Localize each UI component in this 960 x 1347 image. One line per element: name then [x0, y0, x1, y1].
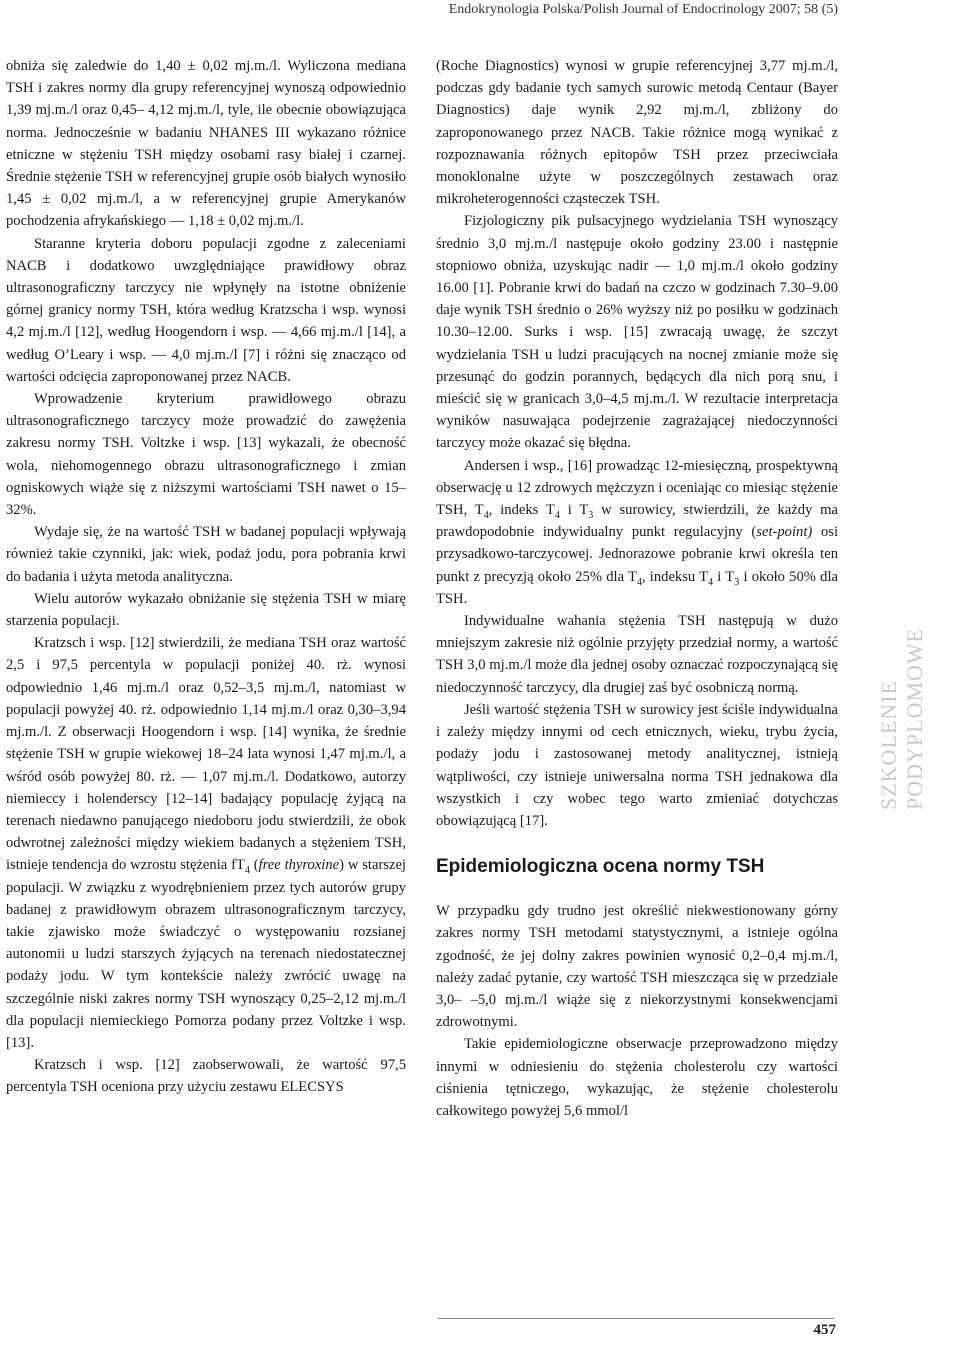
side-banner-line2: PODYPLOMOWE — [902, 627, 927, 810]
right-column — [436, 55, 838, 1122]
side-banner-line1: SZKOLENIE — [876, 680, 901, 810]
subscript: 4 — [244, 865, 250, 877]
text-run: i T — [559, 502, 589, 519]
paragraph: Fizjologiczny pik pulsacyjnego wydzielania TSH wynoszący średnio 3,0 mj.m./l następuje około godziny 23.00 i następnie stopniowo obniża, uzyskując nadir — 1,0 mj.m./l około godziny 16.00 [1]. Pobranie krwi do badań na czczo w godzinach 7.30–9.00 daje wynik TSH średnio o 26% wyższy niż po posiłku w godzinach 10.30–12.00. Surks i wsp. [15] zwracają uwagę, że szczyt wydzielania TSH u ludzi pracujących na nocnej zmianie może się przesunąć do godzin porannych, będących dla nich porą snu, i mieścić się w granicach 3,0–4,5 mj.m./l. W rezultacie interpretacja wyników nasuwająca podejrzenie zagrażającej niedoczynności tarczycy może okazać się błędna. — [436, 213, 838, 452]
left-column — [6, 55, 406, 1099]
text-run: osi przysadkowo-tarczycowej. Jednorazowe pobranie krwi określa ten punkt z precyzją około 25% dla T — [436, 524, 839, 585]
paragraph: Wydaje się, że na wartość TSH w badanej populacji wpływają również takie czynniki, jak: wiek, podaż jodu, pora pobrania krwi do badania i użyta metoda analityczna. — [6, 524, 406, 585]
paragraph: Jeśli wartość stężenia TSH w surowicy jest ściśle indywidualna i zależy między innymi od cech etnicznych, wieku, trybu życia, podaży jodu i zastosowanej metody analitycznej, istnieją wątpliwości, czy istnieje uniwersalna norma TSH jednakowa dla wszystkich i czy wobec tego warto zmieniać dotychczas obowiązującą [17]. — [436, 701, 838, 829]
text-run: , indeks T — [488, 502, 555, 519]
paragraph: Staranne kryteria doboru populacji zgodne z zaleceniami NACB i dodatkowo uwzględniające prawidłowy obraz ultrasonograficzny tarczycy nie wpłynęły na istotne obniżenie górnej granicy normy TSH, która według Kratzscha i wsp. wynosi 4,2 mj.m./l [12], według Hoogendorn i wsp. — 4,66 mj.m./l [14], a według O’Leary i wsp. — 4,0 mj.m./l [7] i różni się znacząco od wartości odcięcia zaproponowanej przez NACB. — [6, 235, 406, 385]
paragraph — [6, 632, 406, 1054]
subscript: 3 — [588, 509, 594, 521]
side-banner — [872, 560, 932, 820]
page-number: 457 — [813, 1322, 836, 1338]
text-run: Andersen i wsp., [16] prowadząc 12-miesięczną, prospektywną obserwację u 12 zdrowych mężczyzn i oceniając co miesiąc stężenie TSH, T — [436, 457, 838, 519]
subscript: 4 — [554, 509, 560, 521]
text-run: , indeksu T — [641, 568, 709, 585]
footer-divider — [438, 1318, 834, 1319]
text-run: ( — [249, 857, 259, 874]
italic-term: set-point) — [756, 524, 813, 541]
text-run: ) w starszej populacji. W związku z wyodrębnieniem przez tych autorów grupy badanej z prawidłowym obrazem ultrasonograficznym tarczycy, takie zjawisko może świadczyć o występowaniu rozsianej autonomii u ludzi starszych żyjących na terenach niedostatecznej podaży jodu. W tym kontekście należy zwrócić uwagę na szczególnie niski zakres normy TSH wynoszący 0,25–2,12 mj.m./l dla populacji niemieckiego Pomorza podany przez Voltzke i wsp. [13]. — [6, 857, 406, 1051]
paragraph: Takie epidemiologiczne obserwacje przeprowadzono między innymi w odniesieniu do stężenia cholesterolu czy wartości ciśnienia tętniczego, wykazując, że stężenie cholesterolu całkowitego powyżej 5,6 mmol/l — [436, 1036, 838, 1119]
paragraph: Wprowadzenie kryterium prawidłowego obrazu ultrasonograficznego tarczycy może prowadzić do zawężenia zakresu normy TSH. Voltzke i wsp. [13] wykazali, że obecność wola, niehomogennego obrazu ultrasonograficznego i zmian ogniskowych wiąże się z niższymi wartościami TSH nawet o 15–32%. — [6, 391, 406, 519]
text-run: Kratzsch i wsp. [12] stwierdzili, że mediana TSH oraz wartość 2,5 i 97,5 percentyla w populacji poniżej 40. rż. wynosi odpowiednio 1,46 mj.m./l oraz 0,52–3,5 mj.m./l, natomiast w populacji powyżej 40. rż. odpowiednio 1,14 mj.m./l oraz 0,30–3,94 mj.m./l. Z obserwacji Hoogendorn i wsp. [14] wynika, że średnie stężenie TSH w grupie wiekowej 18–24 lata wynosi 1,47 mj.m./l, a wśród osób powyżej 80. rż. — 1,07 mj.m./l. Dodatkowo, autorzy niemieccy i holenderscy [12–14] badający populację żyjącą na terenach niedawno panującego niedoboru jodu stwierdzili, że obok odwrotnej zależności między wiekiem badanych a stężeniem TSH, istnieje tendencja do wzrostu stężenia fT — [6, 635, 406, 874]
paragraph: W przypadku gdy trudno jest określić niekwestionowany górny zakres normy TSH metodami statystycznymi, a istnieje ogólna zgodność, że jej dolny zakres powinien wynosić 0,2–0,4 mj.m./l, należy zadać pytanie, czy wartość TSH mieszcząca się w przedziale 3,0– –5,0 mj.m./l wiąże się z niekorzystnymi konsekwencjami zdrowotnymi. — [436, 903, 838, 1031]
paragraph: obniża się zaledwie do 1,40 ± 0,02 mj.m./l. Wyliczona mediana TSH i zakres normy dla grupy referencyjnej wynoszą odpowiednio 1,39 mj.m./l oraz 0,45– 4,12 mj.m./l, tyle, ile obecnie obowiązująca norma. Jednocześnie w badaniu NHANES III wykazano różnice etniczne w stężeniu TSH między osobami rasy białej i czarnej. Średnie stężenie TSH w referencyjnej grupie osób białych wynosiło 1,45 ± 0,02 mj.m./l, a w referencyjnej grupie Amerykanów pochodzenia afrykańskiego — 1,18 ± 0,02 mj.m./l. — [6, 58, 406, 230]
text-run: w surowicy, stwierdzili, że każdy ma prawdopodobnie indywidualny punkt regulacyjny ( — [436, 502, 838, 541]
paragraph: Wielu autorów wykazało obniżanie się stężenia TSH w miarę starzenia populacji. — [6, 590, 406, 630]
subscript: 4 — [708, 576, 714, 588]
paragraph: Kratzsch i wsp. [12] zaobserwowali, że wartość 97,5 percentyla TSH oceniona przy użyciu zestawu ELECSYS — [6, 1057, 406, 1096]
italic-term: free thyroxine — [258, 857, 340, 874]
side-banner-graphic — [872, 560, 932, 820]
subscript: 4 — [483, 509, 489, 521]
text-run: i około 50% dla TSH. — [436, 568, 838, 607]
subscript: 3 — [734, 576, 740, 588]
journal-header: Endokrynologia Polska/Polish Journal of Endocrinology 2007; 58 (5) — [448, 2, 838, 17]
paragraph — [436, 455, 838, 610]
paragraph: Indywidualne wahania stężenia TSH następują w dużo mniejszym zakresie niż ogólnie przyjęty przedział normy, a wartość TSH 3,0 mj.m./l może dla jednej osoby oznaczać rozpoczynającą się niedoczynność tarczycy, dla drugiej zaś być osobniczą normą. — [436, 613, 838, 696]
section-heading: Epidemiologiczna ocena normy TSH — [436, 856, 765, 878]
subscript: 4 — [636, 576, 642, 588]
paragraph: (Roche Diagnostics) wynosi w grupie referencyjnej 3,77 mj.m./l, podczas gdy badanie tych samych surowic metodą Centaur (Bayer Diagnostics) daje wynik 2,92 mj.m./l, zbliżony do zaproponowanego przez NACB. Takie różnice mogą wynikać z rozpoznawania różnych epitopów TSH przez przeciwciała monoklonalne użyte w poszczególnych zestawach oraz mikroheterogenności cząsteczek TSH. — [436, 58, 838, 208]
text-run: i T — [713, 568, 735, 585]
